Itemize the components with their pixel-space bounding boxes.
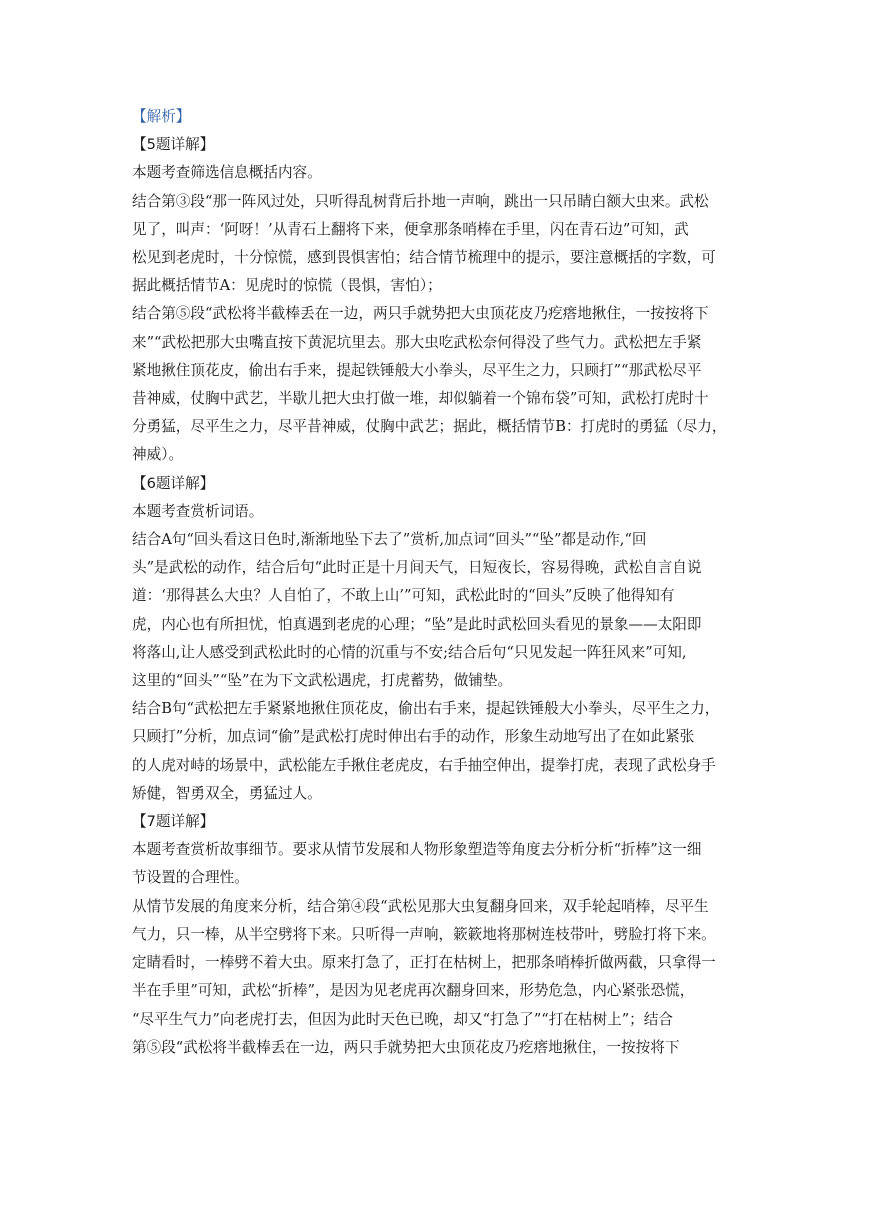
q7-p1-line-4: 半在手里”可知，武松“折棒”，是因为见老虎再次翻身回来，形势危急，内心紧张恐慌， — [132, 982, 695, 1000]
q6-p2-line-4: 矫健，智勇双全，勇猛过人。 — [132, 784, 322, 802]
q5-p2-line-2: 来”“武松把那大虫嘴直按下黄泥坑里去。那大虫吃武松奈何得没了些气力。武松把左手紧 — [132, 333, 702, 351]
q6-p1-line-1: 结合A句“回头看这日色时,渐渐地坠下去了”赏析,加点词“回头”“坠”都是动作,“回 — [132, 531, 647, 549]
q6-p2-line-3: 的人虎对峙的场景中，武松能左手揪住老虎皮，右手抽空伸出，提拳打虎，表现了武松身手 — [132, 756, 716, 774]
q5-p2-line-4: 昔神威，仗胸中武艺，半歇儿把大虫打做一堆，却似躺着一个锦布袋”可知，武松打虎时十 — [132, 390, 709, 408]
q7-intro-line-1: 本题考查赏析故事细节。要求从情节发展和人物形象塑造等角度去分析分析“折棒”这一细 — [132, 841, 702, 859]
q7-p1-line-1: 从情节发展的角度来分析，结合第④段“武松见那大虫复翻身回来，双手轮起哨棒，尽平生 — [132, 897, 709, 915]
q7-p1-line-3: 定睛看时，一棒劈不着大虫。原来打急了，正打在枯树上，把那条哨棒折做两截，只拿得一 — [132, 954, 716, 972]
q5-p2-line-6: 神威）。 — [132, 446, 184, 464]
q7-p1-line-5: “尽平生气力”向老虎打去，但因为此时天色已晚，却又“打急了”“打在枯树上”；结合 — [132, 1010, 673, 1028]
q6-p1-line-4: 虎，内心也有所担忧，怕真遇到老虎的心理；“坠”是此时武松回头看见的景象——太阳即 — [132, 615, 702, 633]
q6-p2-line-2: 只顾打”分析，加点词“偷”是武松打虎时伸出右手的动作，形象生动地写出了在如此紧张 — [132, 728, 695, 746]
q7-intro-line-2: 节设置的合理性。 — [132, 869, 249, 887]
q5-p1-line-3: 松见到老虎时，十分惊慌，感到畏惧害怕；结合情节梳理中的提示，要注意概括的字数，可 — [132, 249, 716, 267]
q7-heading: 【7题详解】 — [132, 813, 215, 831]
q6-intro: 本题考查赏析词语。 — [132, 502, 264, 520]
q6-p1-line-5: 将落山,让人感受到武松此时的心情的沉重与不安;结合后句“只见发起一阵狂风来”可知, — [132, 643, 687, 661]
analysis-heading: 【解析】 — [132, 108, 191, 125]
q6-p1-line-2: 头”是武松的动作，结合后句“此时正是十月间天气，日短夜长，容易得晚，武松自言自说 — [132, 559, 702, 577]
q5-p1-line-1: 结合第③段“那一阵风过处，只听得乱树背后扑地一声响，跳出一只吊睛白额大虫来。武松 — [132, 192, 709, 210]
q6-paragraph-1 — [132, 526, 744, 695]
q7-paragraph-1 — [132, 893, 744, 1062]
q5-heading: 【5题详解】 — [132, 136, 215, 154]
q5-intro: 本题考查筛选信息概括内容。 — [132, 164, 322, 182]
q7-p1-line-2: 气力，只一棒，从半空劈将下来。只听得一声响，簌簌地将那树连枝带叶，劈脸打将下来。 — [132, 925, 716, 943]
q5-p1-line-4: 据此概括情节A：见虎时的惊慌（畏惧，害怕）； — [132, 277, 442, 295]
q6-p2-line-1: 结合B句“武松把左手紧紧地揪住顶花皮，偷出右手来，提起铁锤般大小拳头，尽平生之力， — [132, 700, 720, 718]
document-content — [132, 103, 744, 1062]
q7-intro — [132, 836, 744, 892]
q6-p1-line-6: 这里的“回头”“坠”在为下文武松遇虎，打虎蓄势，做铺垫。 — [132, 672, 513, 690]
q6-p1-line-3: 道：‘那得甚么大虫？人自怕了，不敢上山’”可知，武松此时的“回头”反映了他得知有 — [132, 587, 675, 605]
q5-p2-line-3: 紧地揪住顶花皮，偷出右手来，提起铁锤般大小拳头，尽平生之力，只顾打”“那武松尽平 — [132, 361, 702, 379]
q5-paragraph-1 — [132, 188, 744, 301]
q5-paragraph-2 — [132, 300, 744, 469]
q6-paragraph-2 — [132, 695, 744, 808]
q5-p2-line-1: 结合第⑤段“武松将半截棒丢在一边，两只手就势把大虫顶花皮乃疙瘩地揪住，一按按将下 — [132, 305, 709, 323]
q6-heading: 【6题详解】 — [132, 474, 215, 492]
q5-p1-line-2: 见了，叫声：‘阿呀！’从青石上翻将下来，便拿那条哨棒在手里，闪在青石边”可知，武 — [132, 220, 689, 238]
q5-p2-line-5: 分勇猛，尽平生之力，尽平昔神威，仗胸中武艺；据此，概括情节B：打虎时的勇猛（尽力， — [132, 418, 727, 436]
q7-p1-line-6: 第⑤段“武松将半截棒丢在一边，两只手就势把大虫顶花皮乃疙瘩地揪住，一按按将下 — [132, 1038, 680, 1056]
